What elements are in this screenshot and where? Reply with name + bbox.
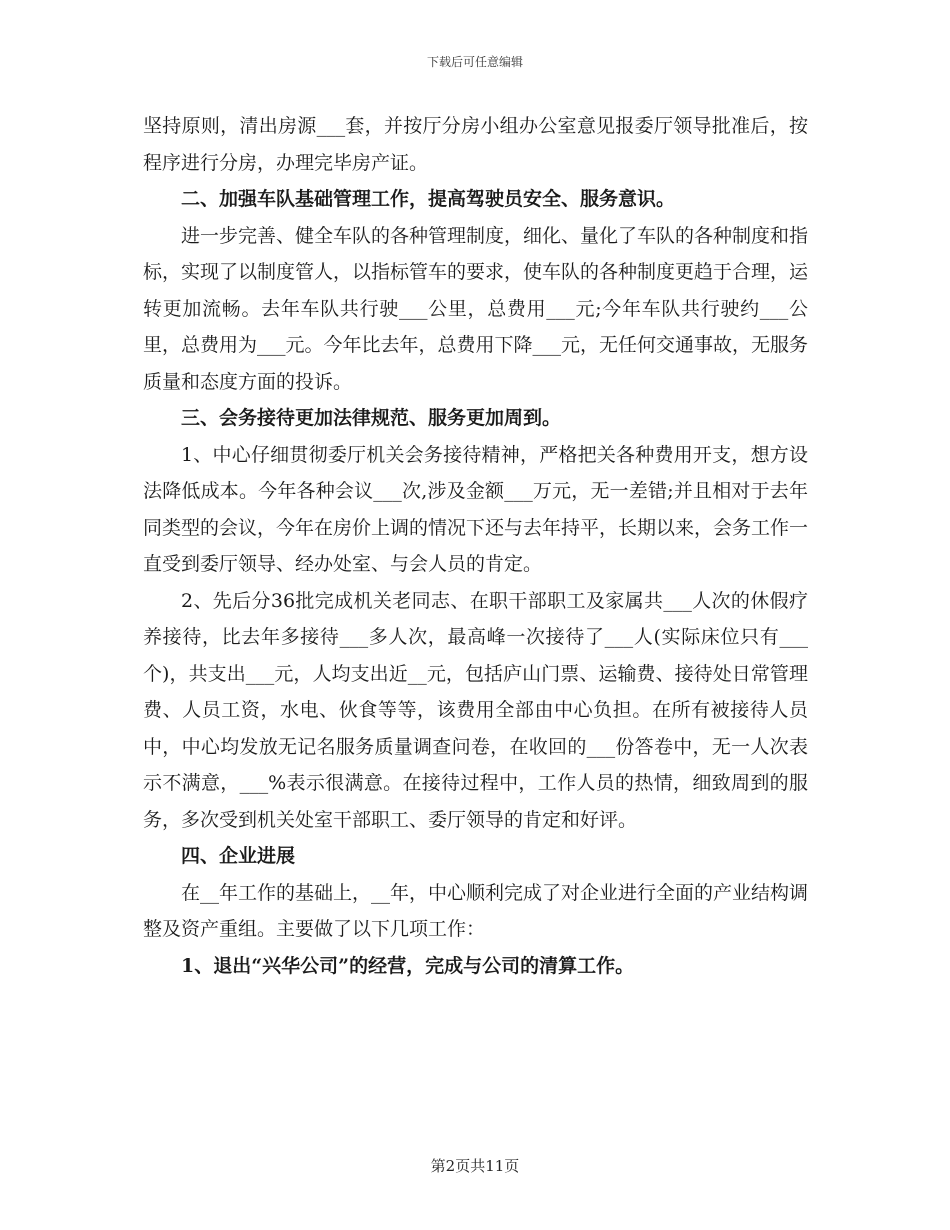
- paragraph-vacation-reception: 2、先后分36批完成机关老同志、在职干部职工及家属共___人次的休假疗养接待，比去年多接待___多人次，最高峰一次接待了___人(实际床位只有___个)，共支出___元，人均支出近__元，包括庐山门票、运输费、接待处日常管理费、人员工资，水电、伙食等等，该费用全部由中心负担。在所有被接待人员中，中心均发放无记名服务质量调查问卷，在收回的___份答卷中，无一人次表示不满意，___%表示很满意。在接待过程中，工作人员的热情，细致周到的服务，多次受到机关处室干部职工、委厅领导的肯定和好评。: [143, 589, 808, 831]
- subheading-xinghua-exit: 1、退出“兴华公司”的经营，完成与公司的清算工作。: [181, 954, 635, 977]
- document-body: [143, 108, 808, 984]
- section-heading-three: 三、会务接待更加法律规范、服务更加周到。: [181, 407, 562, 429]
- paragraph-fleet-management: 进一步完善、健全车队的各种管理制度，细化、量化了车队的各种制度和指标，实现了以制度管人，以指标管车的要求，使车队的各种制度更趋于合理，运转更加流畅。去年车队共行驶___公里，总费用___元;今年车队共行驶约___公里，总费用为___元。今年比去年，总费用下降___元，无任何交通事故，无服务质量和态度方面的投诉。: [143, 224, 809, 393]
- paragraph-conference-reception: 1、中心仔细贯彻委厅机关会务接待精神，严格把关各种费用开支，想方设法降低成本。今年各种会议___次,涉及金额___万元，无一差错;并且相对于去年同类型的会议，今年在房价上调的情况下还与去年持平，长期以来，会务工作一直受到委厅领导、经办处室、与会人员的肯定。: [143, 443, 809, 575]
- page-header-note: 下载后可任意编辑: [426, 55, 523, 69]
- section-heading-two: 二、加强车队基础管理工作，提高驾驶员安全、服务意识。: [181, 188, 676, 210]
- section-heading-four: 四、企业进展: [181, 845, 296, 867]
- page-number-footer: 第2页共11页: [430, 1157, 520, 1175]
- paragraph-continuation: 坚持原则，清出房源___套，并按厅分房小组办公室意见报委厅领导批准后，按程序进行分房，办理完毕房产证。: [143, 115, 808, 174]
- paragraph-enterprise-progress: 在__年工作的基础上，__年，中心顺利完成了对企业进行全面的产业结构调整及资产重组。主要做了以下几项工作：: [143, 881, 809, 940]
